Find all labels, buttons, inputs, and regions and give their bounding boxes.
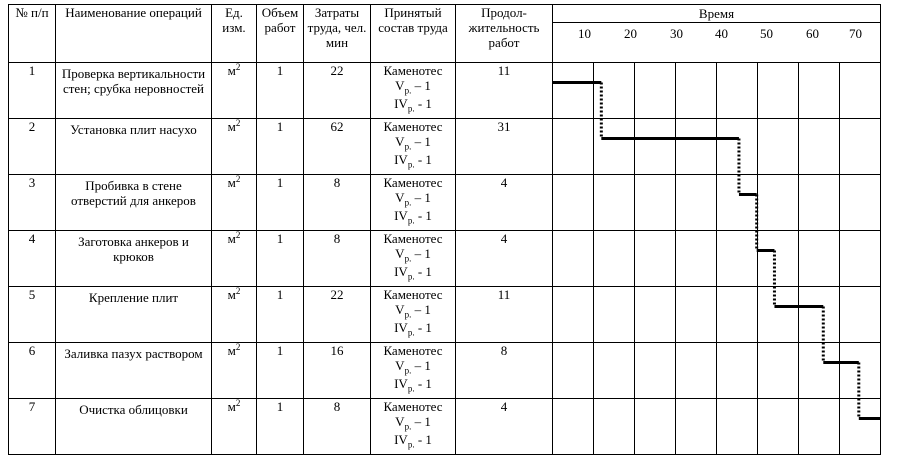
crew-composition [371, 399, 456, 455]
crew-grade: IV [394, 319, 408, 335]
unit: м [227, 175, 236, 190]
unit: м [227, 287, 236, 302]
crew-grade: V [395, 190, 405, 205]
labor-cost: 8 [304, 175, 371, 231]
operation-name: Проверка вертикальности стен; срубка неровностей [56, 63, 212, 119]
row-num: 1 [9, 63, 56, 119]
crew-role: Каменотес [383, 399, 443, 414]
table-row [9, 287, 881, 343]
operation-name: Пробивка в стене отверстий для анкеров [56, 175, 212, 231]
crew-grade-sub: р. [404, 253, 412, 264]
labor-cost: 8 [304, 231, 371, 287]
crew-composition [371, 119, 456, 175]
time-cell [553, 63, 594, 119]
time-cell [799, 63, 840, 119]
crew-grade-line [371, 320, 455, 338]
duration: 4 [456, 175, 553, 231]
time-cell [840, 231, 881, 287]
unit-superscript: 2 [235, 286, 241, 296]
operation-name: Заливка пазух раствором [56, 343, 212, 399]
time-cell [840, 343, 881, 399]
time-cell [758, 287, 799, 343]
time-cell [676, 399, 717, 455]
time-cell [717, 231, 758, 287]
time-cell [594, 343, 635, 399]
table-row [9, 399, 881, 455]
volume: 1 [257, 399, 304, 455]
unit-cell [212, 119, 257, 175]
crew-grade-sub: р. [407, 215, 415, 226]
crew-composition [371, 175, 456, 231]
crew-count: – 1 [411, 134, 431, 149]
crew-grade-line [371, 190, 455, 208]
time-cell [635, 343, 676, 399]
time-cell [553, 231, 594, 287]
time-cell [799, 343, 840, 399]
crew-grade-line [371, 376, 455, 394]
crew-grade: V [395, 358, 405, 373]
time-tick: 40 [715, 26, 728, 41]
time-cell [553, 287, 594, 343]
time-cell [799, 231, 840, 287]
unit: м [227, 343, 236, 358]
time-cell [758, 119, 799, 175]
unit: м [227, 399, 236, 414]
crew-grade: V [395, 246, 405, 261]
operation-name: Установка плит насухо [56, 119, 212, 175]
time-cell [717, 119, 758, 175]
table-row [9, 119, 881, 175]
unit-cell [212, 287, 257, 343]
time-tick: 20 [624, 26, 637, 41]
crew-count: - 1 [414, 95, 432, 111]
crew-role: Каменотес [383, 287, 443, 302]
time-cell [594, 399, 635, 455]
time-cell [553, 399, 594, 455]
time-tick: 50 [760, 26, 773, 41]
crew-count: - 1 [414, 263, 432, 279]
unit-cell [212, 399, 257, 455]
crew-role: Каменотес [383, 119, 443, 134]
duration: 31 [456, 119, 553, 175]
time-cell [799, 399, 840, 455]
schedule-table [8, 4, 881, 455]
crew-grade-sub: р. [407, 327, 415, 338]
unit-cell [212, 175, 257, 231]
time-cell [717, 343, 758, 399]
crew-grade-sub: р. [407, 159, 415, 170]
time-cell [799, 175, 840, 231]
labor-cost: 22 [304, 63, 371, 119]
time-cell [840, 399, 881, 455]
time-tick: 30 [670, 26, 683, 41]
crew-grade-sub: р. [407, 103, 415, 114]
crew-grade-sub: р. [404, 141, 412, 152]
row-num: 2 [9, 119, 56, 175]
header-num: № п/п [9, 5, 56, 63]
table-row [9, 175, 881, 231]
duration: 11 [456, 63, 553, 119]
unit-superscript: 2 [235, 398, 241, 408]
crew-grade: IV [394, 375, 408, 391]
unit-superscript: 2 [235, 230, 241, 240]
crew-grade: IV [394, 151, 408, 167]
unit: м [227, 119, 236, 134]
labor-cost: 16 [304, 343, 371, 399]
crew-role: Каменотес [383, 63, 443, 78]
time-cell [676, 343, 717, 399]
time-tick: 10 [578, 26, 591, 41]
crew-composition [371, 231, 456, 287]
crew-count: – 1 [411, 190, 431, 205]
time-cell [799, 287, 840, 343]
time-cell [758, 175, 799, 231]
header-volume: Объем работ [257, 5, 304, 63]
crew-composition [371, 63, 456, 119]
crew-grade-sub: р. [407, 439, 415, 450]
time-cell [676, 287, 717, 343]
crew-grade: V [395, 134, 405, 149]
time-cell [840, 63, 881, 119]
crew-grade-sub: р. [404, 197, 412, 208]
volume: 1 [257, 63, 304, 119]
crew-grade: IV [394, 207, 408, 223]
time-cell [676, 63, 717, 119]
unit-cell [212, 343, 257, 399]
crew-grade: IV [394, 263, 408, 279]
time-cell [635, 399, 676, 455]
crew-composition [371, 287, 456, 343]
time-cell [676, 119, 717, 175]
time-scale [553, 23, 880, 62]
time-tick: 70 [849, 26, 862, 41]
crew-count: – 1 [411, 358, 431, 373]
duration: 4 [456, 231, 553, 287]
crew-grade-line [371, 302, 455, 320]
time-cell [553, 343, 594, 399]
labor-cost: 62 [304, 119, 371, 175]
table-row [9, 63, 881, 119]
unit-cell [212, 231, 257, 287]
header-row [9, 5, 881, 63]
time-cell [758, 343, 799, 399]
crew-count: – 1 [411, 302, 431, 317]
labor-cost: 22 [304, 287, 371, 343]
unit-superscript: 2 [235, 342, 241, 352]
time-cell [676, 175, 717, 231]
time-cell [758, 231, 799, 287]
crew-grade: V [395, 78, 405, 93]
time-tick: 60 [806, 26, 819, 41]
unit-superscript: 2 [235, 174, 241, 184]
crew-count: - 1 [414, 431, 432, 447]
crew-grade-line [371, 246, 455, 264]
crew-grade-sub: р. [404, 365, 412, 376]
operation-name: Заготовка анкеров и крюков [56, 231, 212, 287]
time-cell [594, 231, 635, 287]
time-cell [717, 287, 758, 343]
time-cell [594, 175, 635, 231]
unit: м [227, 231, 236, 246]
time-cell [717, 399, 758, 455]
crew-grade-line [371, 414, 455, 432]
crew-grade: IV [394, 431, 408, 447]
crew-grade-sub: р. [407, 383, 415, 394]
header-name: Наименование операций [56, 5, 212, 63]
header-labor: Затраты труда, чел. мин [304, 5, 371, 63]
operation-name: Очистка облицовки [56, 399, 212, 455]
volume: 1 [257, 343, 304, 399]
time-cell [840, 287, 881, 343]
time-cell [840, 119, 881, 175]
crew-grade-line [371, 208, 455, 226]
time-cell [717, 175, 758, 231]
row-num: 3 [9, 175, 56, 231]
time-cell [676, 231, 717, 287]
time-cell [635, 63, 676, 119]
time-cell [635, 175, 676, 231]
table-row [9, 343, 881, 399]
crew-count: – 1 [411, 78, 431, 93]
crew-grade: IV [394, 95, 408, 111]
crew-grade-line [371, 152, 455, 170]
crew-role: Каменотес [383, 175, 443, 190]
crew-grade-sub: р. [404, 85, 412, 96]
crew-grade-line [371, 78, 455, 96]
header-time: Время [553, 5, 880, 23]
volume: 1 [257, 175, 304, 231]
time-cell [553, 119, 594, 175]
crew-count: - 1 [414, 207, 432, 223]
volume: 1 [257, 287, 304, 343]
crew-count: - 1 [414, 375, 432, 391]
row-num: 7 [9, 399, 56, 455]
time-cell [594, 119, 635, 175]
time-cell [635, 287, 676, 343]
duration: 11 [456, 287, 553, 343]
crew-grade-sub: р. [407, 271, 415, 282]
volume: 1 [257, 119, 304, 175]
row-num: 4 [9, 231, 56, 287]
labor-cost: 8 [304, 399, 371, 455]
header-duration: Продол- жительность работ [456, 5, 553, 63]
crew-grade-line [371, 358, 455, 376]
operation-name: Крепление плит [56, 287, 212, 343]
crew-composition [371, 343, 456, 399]
row-num: 5 [9, 287, 56, 343]
crew-grade-line [371, 134, 455, 152]
duration: 4 [456, 399, 553, 455]
time-cell [799, 119, 840, 175]
crew-grade-line [371, 432, 455, 450]
header-crew: Принятый состав труда [371, 5, 456, 63]
time-cell [635, 119, 676, 175]
table-row [9, 231, 881, 287]
time-cell [840, 175, 881, 231]
header-time-area [553, 5, 881, 63]
crew-grade-line [371, 264, 455, 282]
crew-grade: V [395, 414, 405, 429]
crew-grade: V [395, 302, 405, 317]
unit-cell [212, 63, 257, 119]
crew-count: – 1 [411, 414, 431, 429]
crew-count: - 1 [414, 319, 432, 335]
time-cell [717, 63, 758, 119]
crew-role: Каменотес [383, 343, 443, 358]
duration: 8 [456, 343, 553, 399]
header-unit: Ед. изм. [212, 5, 257, 63]
volume: 1 [257, 231, 304, 287]
time-cell [635, 231, 676, 287]
row-num: 6 [9, 343, 56, 399]
time-cell [594, 63, 635, 119]
time-cell [553, 175, 594, 231]
crew-count: - 1 [414, 151, 432, 167]
crew-grade-sub: р. [404, 421, 412, 432]
time-cell [758, 63, 799, 119]
crew-count: – 1 [411, 246, 431, 261]
unit: м [227, 63, 236, 78]
unit-superscript: 2 [235, 118, 241, 128]
time-cell [594, 287, 635, 343]
crew-role: Каменотес [383, 231, 443, 246]
time-cell [758, 399, 799, 455]
crew-grade-sub: р. [404, 309, 412, 320]
crew-grade-line [371, 96, 455, 114]
unit-superscript: 2 [235, 62, 241, 72]
